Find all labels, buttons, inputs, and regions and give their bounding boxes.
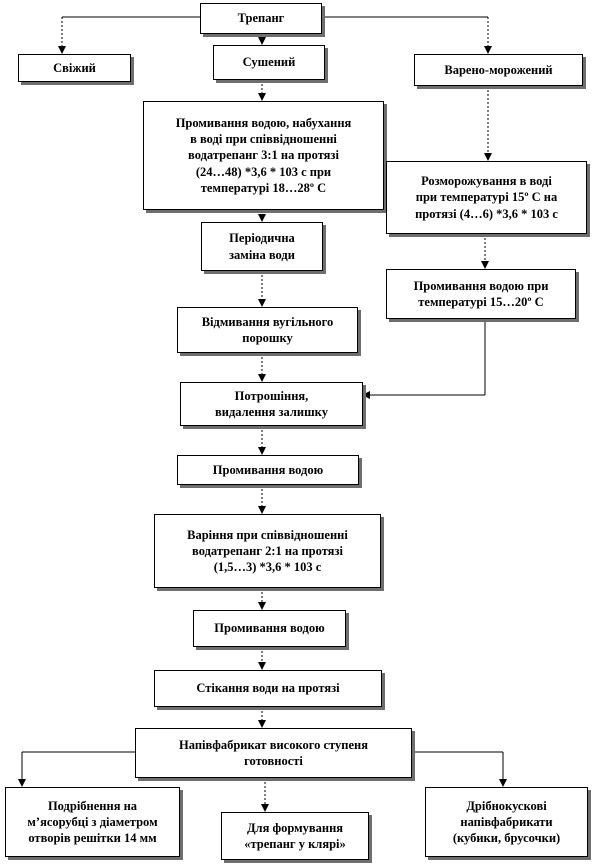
fresh-box <box>18 54 131 82</box>
boiled-frozen-text: Варено-морожений <box>444 62 553 77</box>
coal-removal-text: Відмивання вугільного порошку <box>201 314 334 345</box>
forming-box <box>221 812 369 860</box>
fresh-text: Свіжий <box>53 60 96 75</box>
thawing-text: Розморожування в воді при температурі 15º С на протязі (4…6) *3,6 * 103 с <box>415 174 558 221</box>
dried-text: Сушений <box>242 55 296 70</box>
mincing-box <box>5 787 180 857</box>
periodic-change-text: Періодична заміна води <box>229 231 295 262</box>
washing-temp-box <box>386 269 576 319</box>
gutting-box <box>180 382 363 426</box>
small-pieces-box <box>425 787 588 857</box>
washing-swelling-text: Промивання водою, набухання в воді при співвідношенні водатрепанг 3:1 на протязі (24…48) *3,6 * 103 с при температурі 18…28º С <box>175 115 352 195</box>
washing-swelling-box <box>143 101 384 210</box>
semi-product-box <box>135 728 412 778</box>
boiling-box <box>154 514 381 588</box>
dried-box <box>213 45 325 80</box>
washing-2-box <box>193 610 346 647</box>
periodic-change-box <box>201 222 323 271</box>
thawing-box <box>386 161 587 234</box>
boiling-text: Варіння при співвідношенні водатрепанг 2:1 на протязі (1,5…3) *3,6 * 103 с <box>187 527 348 575</box>
mincing-text: Подрібнення на м’ясорубці з діаметром отворів решітки 14 мм <box>27 798 158 846</box>
boiled-frozen-box <box>414 54 583 86</box>
semi-product-text: Напівфабрикат високого ступеня готовності <box>179 737 368 768</box>
washing-temp-text: Промивання водою при температурі 15…20º С <box>413 278 549 309</box>
forming-text: Для формування «трепанг у клярі» <box>244 820 346 851</box>
title-box <box>200 3 322 34</box>
washing-1-text: Промивання водою <box>212 462 324 477</box>
draining-box <box>154 670 382 707</box>
draining-text: Стікання води на протязі <box>196 681 340 696</box>
gutting-text: Потрошіння, видалення залишку <box>215 388 328 419</box>
washing-2-text: Промивання водою <box>214 621 325 636</box>
coal-removal-box <box>177 307 358 353</box>
title-text: Трепанг <box>237 11 285 26</box>
small-pieces-text: Дрібнокускові напівфабрикати (кубики, брусочки) <box>452 798 561 846</box>
washing-1-box <box>177 455 359 485</box>
